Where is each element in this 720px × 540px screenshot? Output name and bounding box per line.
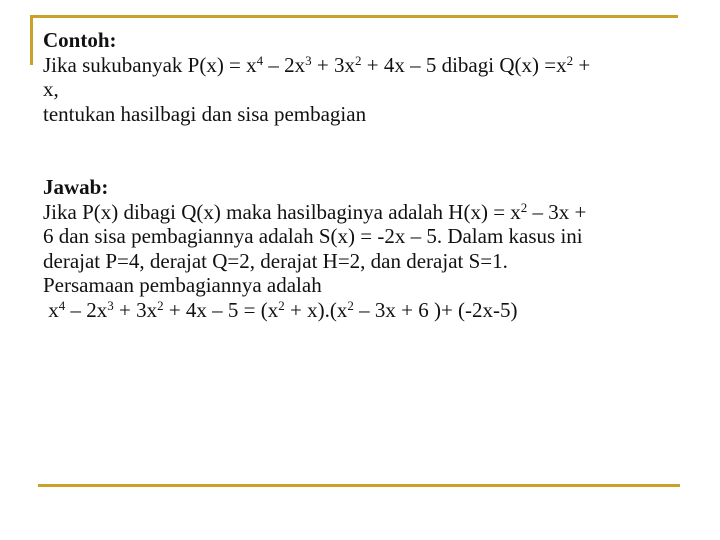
example-line-2: x,: [43, 77, 59, 101]
answer-line-1: Jika P(x) dibagi Q(x) maka hasilbaginya adalah $H(x) = x^2 - 3x$ +: [43, 199, 587, 224]
example-line-1: Jika sukubanyak $P(x) = x^4 - 2x^3 + 3x^2 + 4x - 5$ dibagi $Q(x) =x^2$ +: [43, 52, 591, 77]
answer-line-2: 6 dan sisa pembagiannya adalah S(x) = -2x – 5. Dalam kasus ini: [43, 224, 583, 248]
left-rule: [30, 15, 33, 65]
answer-line-4: Persamaan pembagiannya adalah: [43, 273, 322, 297]
answer-line-3: derajat P=4, derajat Q=2, derajat H=2, dan derajat S=1.: [43, 248, 508, 273]
bottom-rule: [38, 484, 680, 487]
example-line-3: tentukan hasilbagi dan sisa pembagian: [43, 101, 367, 126]
example-heading: Contoh:: [43, 28, 117, 52]
slide-content: [43, 28, 683, 322]
division-equation: $x^4 - 2x^3 + 3x^2 + 4x - 5 = (x^2 + x).(x^2 - 3x + 6$ )+ (-2x-5): [43, 297, 518, 322]
paragraph-spacer: [43, 126, 683, 175]
top-rule: [30, 15, 678, 18]
answer-heading: Jawab:: [43, 175, 109, 199]
